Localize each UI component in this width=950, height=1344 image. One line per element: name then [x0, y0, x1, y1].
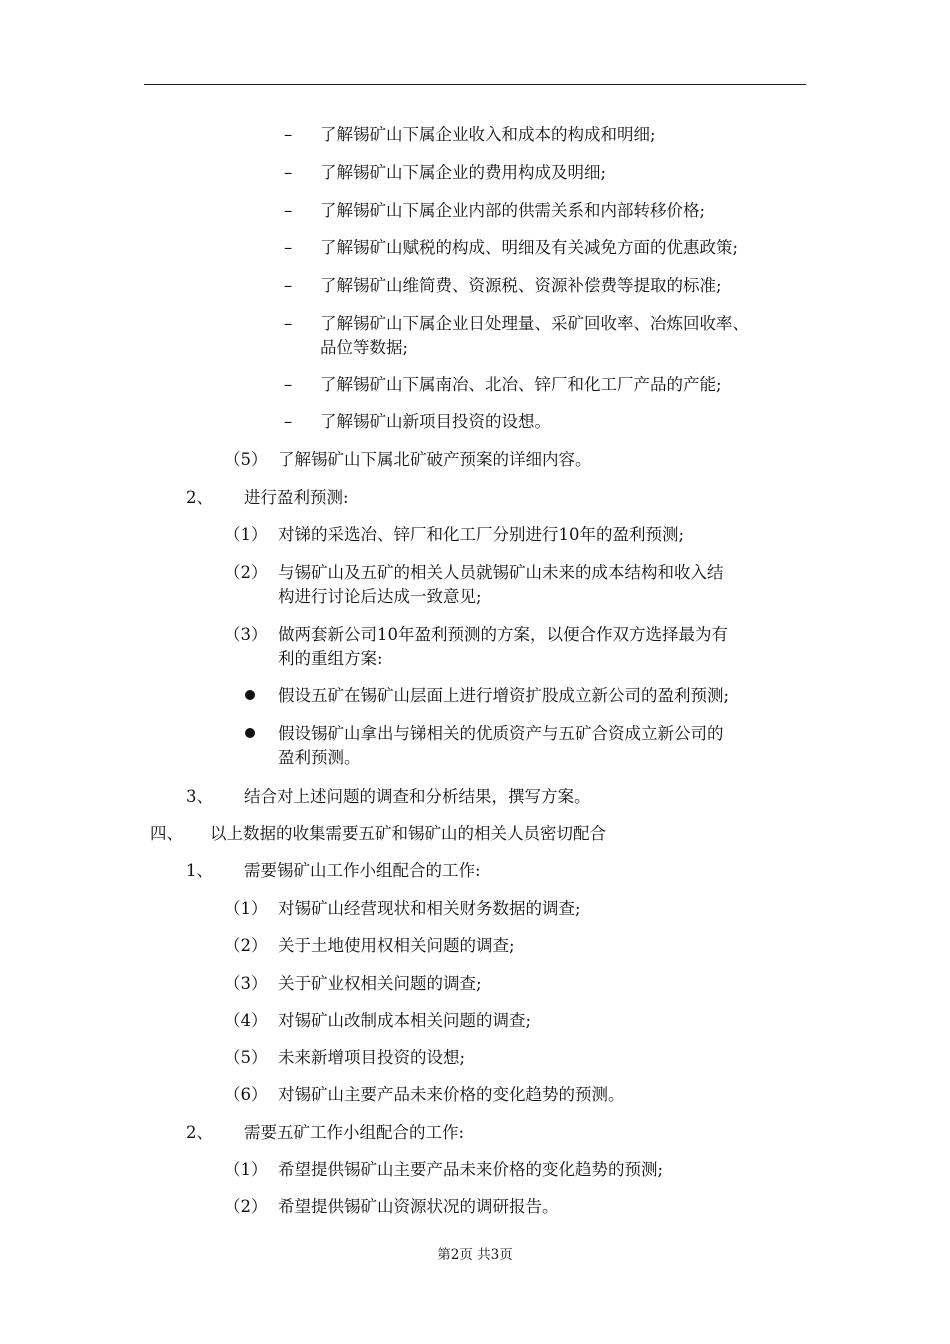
dash-marker: – [284, 412, 293, 431]
item-text-cont: 利的重组方案: [278, 649, 383, 668]
dash-marker: – [284, 125, 293, 144]
item-text: 未来新增项目投资的设想; [278, 1048, 466, 1067]
dash-marker: – [284, 314, 293, 333]
part-title: 以上数据的收集需要五矿和锡矿山的相关人员密切配合 [210, 824, 606, 843]
item-marker: （2） [224, 563, 268, 582]
dash-item-text: 了解锡矿山赋税的构成、明细及有关减免方面的优惠政策; [320, 238, 739, 257]
item-text: 对锡矿山主要产品未来价格的变化趋势的预测。 [278, 1085, 625, 1104]
page-footer: 第2页 共3页 [437, 1247, 513, 1263]
section-title: 需要五矿工作小组配合的工作: [244, 1123, 465, 1142]
dash-item-text: 了解锡矿山新项目投资的设想。 [320, 412, 551, 431]
item-text: 关于土地使用权相关问题的调查; [278, 936, 515, 955]
section-title: 需要锡矿山工作小组配合的工作: [244, 861, 481, 880]
dash-marker: – [284, 201, 293, 220]
dash-marker: – [284, 163, 293, 182]
bullet-dot [245, 728, 255, 738]
dash-item-text: 了解锡矿山维简费、资源税、资源补偿费等提取的标准; [320, 276, 722, 295]
item-text: 了解锡矿山下属北矿破产预案的详细内容。 [278, 450, 592, 469]
part-marker: 四、 [150, 824, 183, 843]
header-rule [144, 84, 806, 85]
dash-item-text: 了解锡矿山下属企业收入和成本的构成和明细; [320, 125, 656, 144]
item-marker: （2） [224, 1197, 268, 1216]
dash-marker: – [284, 375, 293, 394]
item-text: 对锑的采选冶、锌厂和化工厂分别进行10年的盈利预测; [278, 525, 685, 544]
item-text: 与锡矿山及五矿的相关人员就锡矿山未来的成本结构和收入结 [278, 563, 724, 582]
dash-item-text-cont: 品位等数据; [320, 338, 409, 357]
item-marker: （6） [224, 1085, 268, 1104]
item-text: 做两套新公司10年盈利预测的方案，以便合作双方选择最为有 [278, 625, 728, 644]
dash-marker: – [284, 238, 293, 257]
section-marker: 1、 [186, 861, 213, 880]
item-text: 对锡矿山经营现状和相关财务数据的调查; [278, 899, 581, 918]
dash-item-text: 了解锡矿山下属南冶、北冶、锌厂和化工厂产品的产能; [320, 375, 722, 394]
bullet-text: 假设五矿在锡矿山层面上进行增资扩股成立新公司的盈利预测; [278, 686, 730, 705]
item-marker: （5） [224, 450, 268, 469]
item-marker: （5） [224, 1048, 268, 1067]
dash-item-text: 了解锡矿山下属企业内部的供需关系和内部转移价格; [320, 201, 706, 220]
section-title: 进行盈利预测: [244, 488, 349, 507]
item-marker: （2） [224, 936, 268, 955]
item-text-cont: 构进行讨论后达成一致意见; [278, 587, 482, 606]
bullet-text-cont: 盈利预测。 [278, 748, 361, 767]
section-text: 结合对上述问题的调查和分析结果，撰写方案。 [244, 787, 591, 806]
dash-item-text: 了解锡矿山下属企业的费用构成及明细; [320, 163, 607, 182]
item-marker: （1） [224, 1160, 268, 1179]
item-marker: （3） [224, 974, 268, 993]
bullet-dot [245, 690, 255, 700]
item-marker: （4） [224, 1011, 268, 1030]
dash-item-text: 了解锡矿山下属企业日处理量、采矿回收率、冶炼回收率、 [320, 314, 749, 333]
item-marker: （1） [224, 899, 268, 918]
section-marker: 3、 [186, 787, 213, 806]
bullet-text: 假设锡矿山拿出与锑相关的优质资产与五矿合资成立新公司的 [278, 724, 724, 743]
item-marker: （1） [224, 525, 268, 544]
item-text: 对锡矿山改制成本相关问题的调查; [278, 1011, 532, 1030]
dash-marker: – [284, 276, 293, 295]
section-marker: 2、 [186, 1123, 213, 1142]
item-text: 希望提供锡矿山主要产品未来价格的变化趋势的预测; [278, 1160, 664, 1179]
item-marker: （3） [224, 625, 268, 644]
item-text: 希望提供锡矿山资源状况的调研报告。 [278, 1197, 559, 1216]
section-marker: 2、 [186, 488, 213, 507]
item-text: 关于矿业权相关问题的调查; [278, 974, 482, 993]
